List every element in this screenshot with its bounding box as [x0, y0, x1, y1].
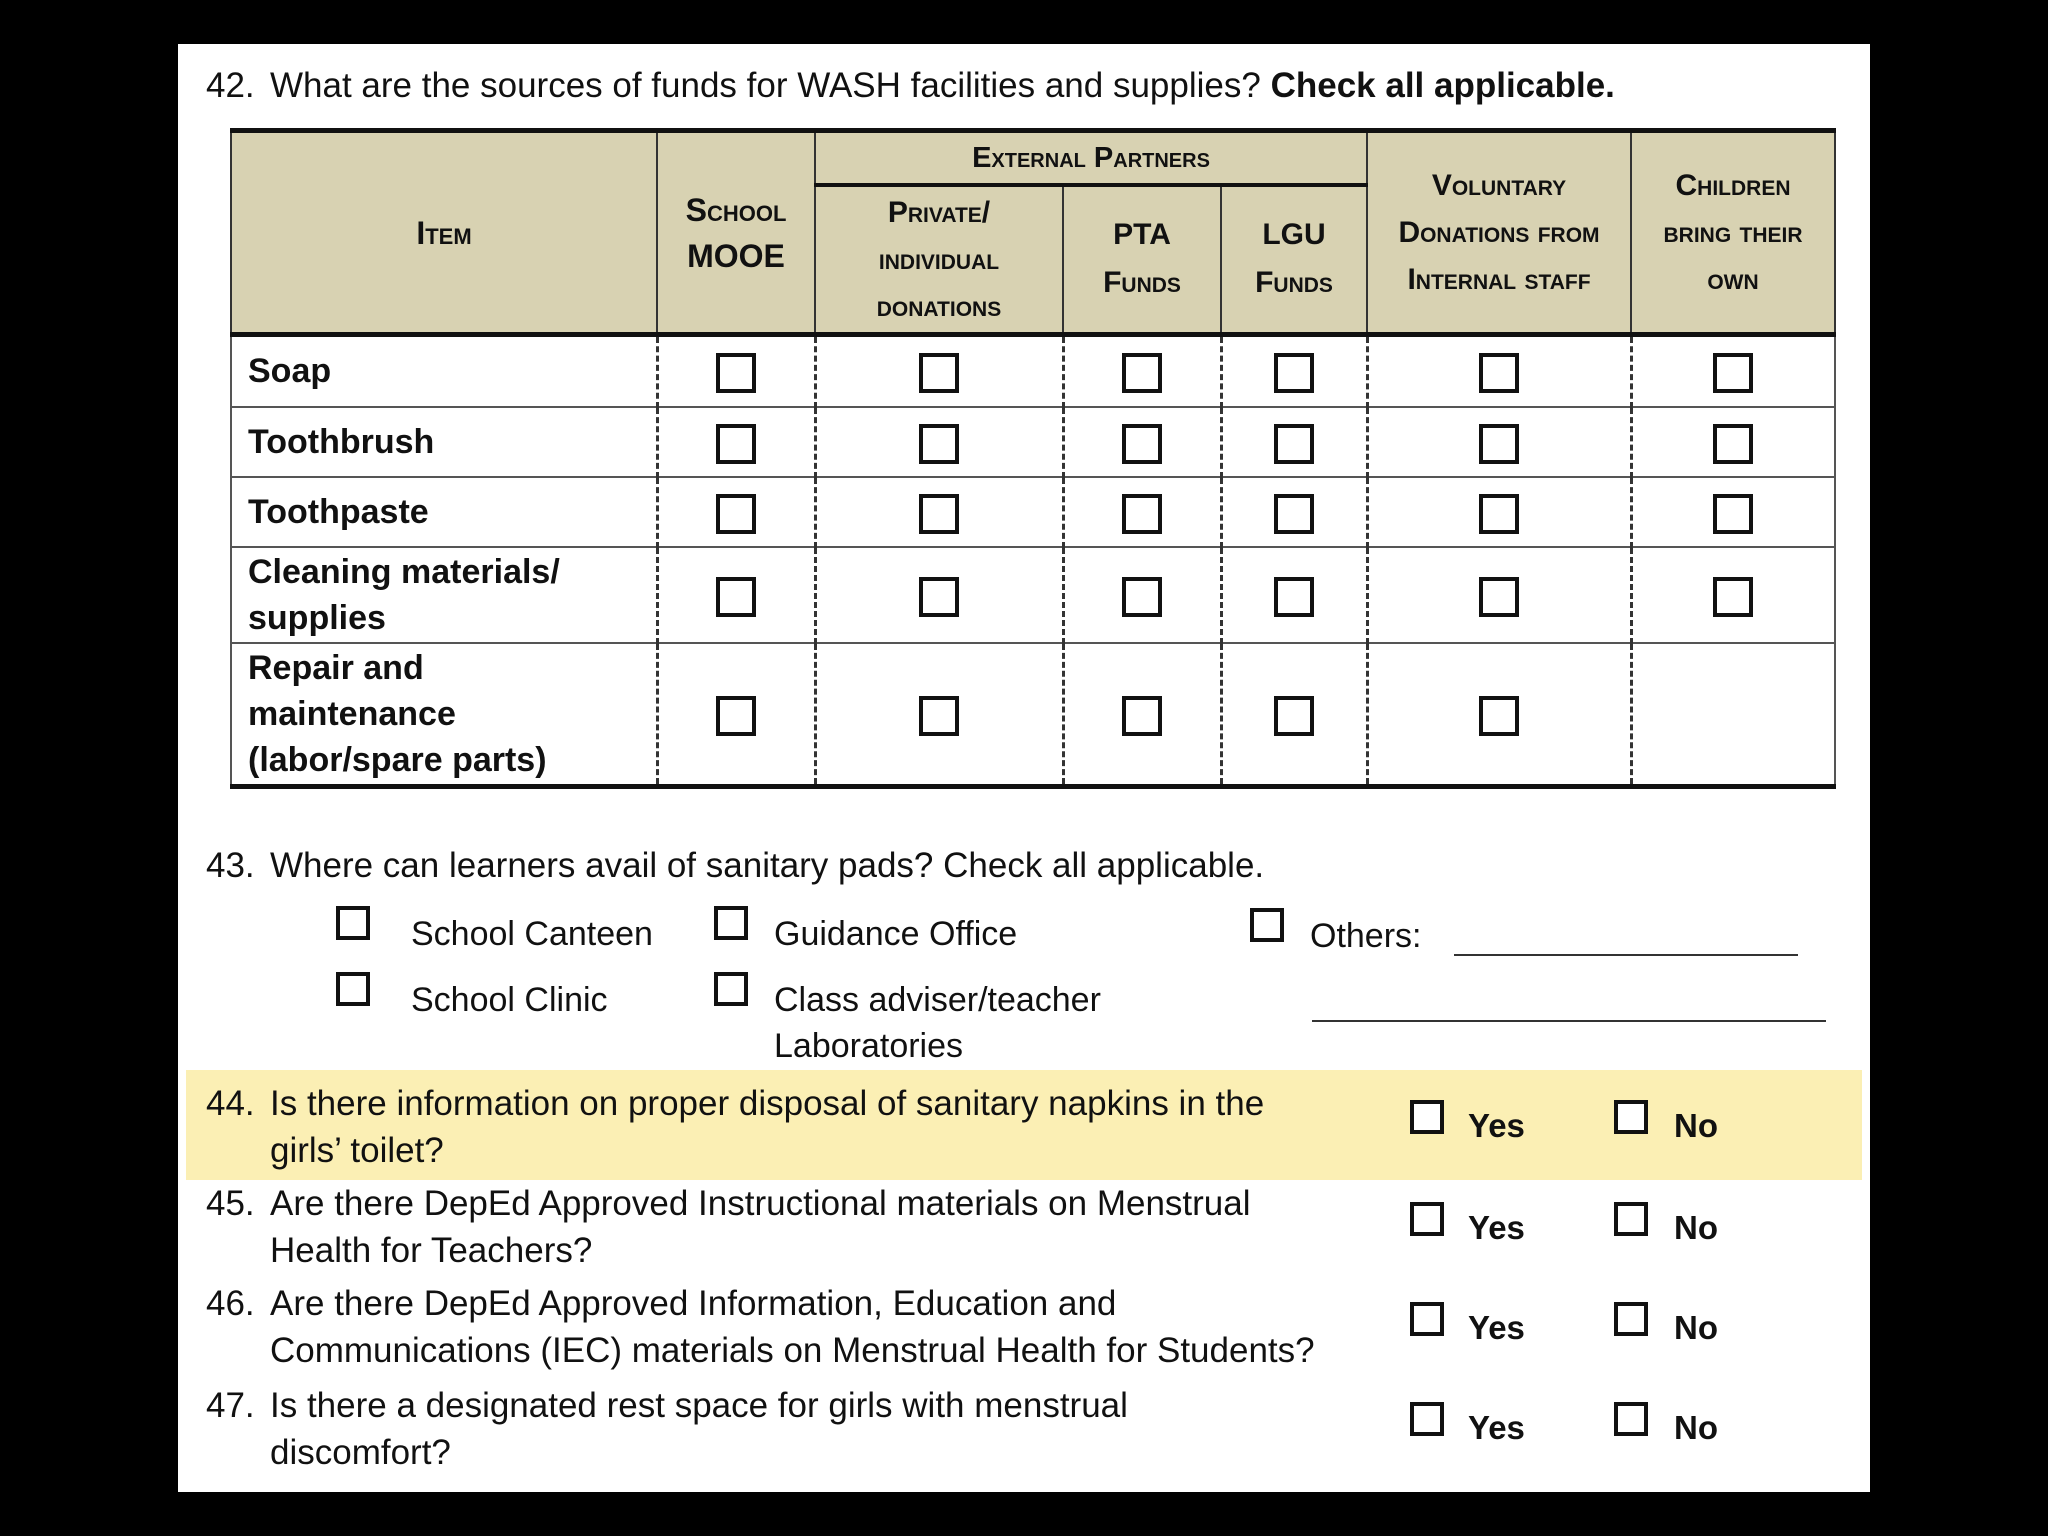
table-row	[231, 407, 1835, 477]
checkbox-no-44[interactable]	[1614, 1100, 1648, 1134]
checkbox[interactable]	[1479, 696, 1519, 736]
question-43	[206, 842, 1846, 892]
checkbox[interactable]	[1713, 424, 1753, 464]
question-number: 45.	[206, 1184, 255, 1223]
question-46	[206, 1280, 1426, 1380]
checkbox-school-canteen[interactable]	[336, 906, 370, 940]
checkbox-school-clinic[interactable]	[336, 972, 370, 1006]
checkbox[interactable]	[1274, 424, 1314, 464]
header-children: Children bring their own	[1631, 131, 1835, 335]
checkbox[interactable]	[716, 424, 756, 464]
funding-sources-table	[230, 128, 1836, 789]
no-label: No	[1674, 1209, 1718, 1246]
row-item: Soap	[231, 335, 657, 407]
option-laboratories: Laboratories	[774, 1027, 964, 1065]
yes-label: Yes	[1468, 1409, 1525, 1446]
checkbox[interactable]	[1122, 696, 1162, 736]
checkbox[interactable]	[1274, 696, 1314, 736]
question-instruction: Check all applicable.	[1270, 66, 1615, 105]
option-guidance-office: Guidance Office	[774, 915, 1018, 953]
question-text-line: discomfort?	[270, 1433, 451, 1472]
question-number: 42.	[206, 66, 255, 105]
no-label: No	[1674, 1309, 1718, 1346]
option-others: Others:	[1310, 917, 1422, 955]
checkbox[interactable]	[1713, 494, 1753, 534]
table-row	[231, 643, 1835, 787]
question-42	[206, 62, 1846, 112]
option-school-clinic: School Clinic	[411, 981, 608, 1019]
header-external-partners: External Partners	[815, 131, 1367, 185]
checkbox[interactable]	[1274, 494, 1314, 534]
table-row	[231, 477, 1835, 547]
question-text-line: Are there DepEd Approved Instructional materials on Menstrual	[270, 1184, 1251, 1223]
checkbox[interactable]	[1122, 577, 1162, 617]
checkbox[interactable]	[716, 577, 756, 617]
row-item: Toothbrush	[231, 407, 657, 477]
row-item: Toothpaste	[231, 477, 657, 547]
checkbox[interactable]	[1713, 353, 1753, 393]
row-item: Cleaning materials/ supplies	[231, 547, 657, 643]
question-number: 43.	[206, 846, 255, 885]
option-class-adviser: Class adviser/teacher	[774, 981, 1101, 1019]
checkbox[interactable]	[1122, 424, 1162, 464]
checkbox-guidance-office[interactable]	[714, 906, 748, 940]
others-blank-line-2[interactable]	[1312, 1020, 1826, 1022]
question-47	[206, 1382, 1406, 1482]
checkbox-others[interactable]	[1250, 908, 1284, 942]
checkbox[interactable]	[919, 577, 959, 617]
survey-page	[178, 44, 1870, 1492]
header-private: Private/ individual donations	[815, 185, 1063, 335]
yes-label: Yes	[1468, 1107, 1525, 1144]
checkbox[interactable]	[716, 696, 756, 736]
checkbox[interactable]	[1713, 577, 1753, 617]
row-item: Repair and maintenance (labor/spare parts)	[231, 643, 657, 787]
checkbox[interactable]	[919, 494, 959, 534]
others-blank-line-1[interactable]	[1454, 954, 1798, 956]
header-item: Item	[231, 131, 657, 335]
question-number: 44.	[206, 1084, 255, 1123]
header-pta: PTA Funds	[1063, 185, 1221, 335]
checkbox-yes-44[interactable]	[1410, 1100, 1444, 1134]
checkbox[interactable]	[1479, 494, 1519, 534]
checkbox[interactable]	[919, 353, 959, 393]
checkbox-no-45[interactable]	[1614, 1202, 1648, 1236]
checkbox-yes-46[interactable]	[1410, 1302, 1444, 1336]
checkbox[interactable]	[919, 696, 959, 736]
question-text: Where can learners avail of sanitary pads? Check all applicable.	[270, 846, 1265, 885]
checkbox[interactable]	[1479, 577, 1519, 617]
question-text-line: Is there a designated rest space for girls with menstrual	[270, 1386, 1128, 1425]
checkbox[interactable]	[919, 424, 959, 464]
header-voluntary: Voluntary Donations from Internal staff	[1367, 131, 1631, 335]
checkbox[interactable]	[716, 494, 756, 534]
question-text: What are the sources of funds for WASH facilities and supplies?	[270, 66, 1261, 105]
yes-label: Yes	[1468, 1209, 1525, 1246]
empty-cell	[1631, 643, 1835, 787]
checkbox[interactable]	[1274, 353, 1314, 393]
checkbox[interactable]	[716, 353, 756, 393]
option-school-canteen: School Canteen	[411, 915, 653, 953]
header-lgu: LGU Funds	[1221, 185, 1367, 335]
checkbox-class-adviser[interactable]	[714, 972, 748, 1006]
checkbox-yes-45[interactable]	[1410, 1202, 1444, 1236]
checkbox-yes-47[interactable]	[1410, 1402, 1444, 1436]
checkbox[interactable]	[1479, 424, 1519, 464]
question-number: 46.	[206, 1284, 255, 1323]
question-text-line: Are there DepEd Approved Information, Education and	[270, 1284, 1117, 1323]
header-school-mooe: School MOOE	[657, 131, 815, 335]
question-45	[206, 1180, 1406, 1280]
question-text-line: Is there information on proper disposal of sanitary napkins in the	[270, 1084, 1265, 1123]
checkbox[interactable]	[1122, 353, 1162, 393]
checkbox-no-46[interactable]	[1614, 1302, 1648, 1336]
checkbox[interactable]	[1122, 494, 1162, 534]
table-row	[231, 547, 1835, 643]
question-text-line: Communications (IEC) materials on Menstrual Health for Students?	[270, 1331, 1315, 1370]
checkbox[interactable]	[1479, 353, 1519, 393]
question-text-line: girls’ toilet?	[270, 1131, 444, 1170]
no-label: No	[1674, 1409, 1718, 1446]
no-label: No	[1674, 1107, 1718, 1144]
question-number: 47.	[206, 1386, 255, 1425]
yes-label: Yes	[1468, 1309, 1525, 1346]
table-row	[231, 335, 1835, 407]
question-text-line: Health for Teachers?	[270, 1231, 593, 1270]
question-44	[206, 1080, 1406, 1180]
checkbox[interactable]	[1274, 577, 1314, 617]
checkbox-no-47[interactable]	[1614, 1402, 1648, 1436]
